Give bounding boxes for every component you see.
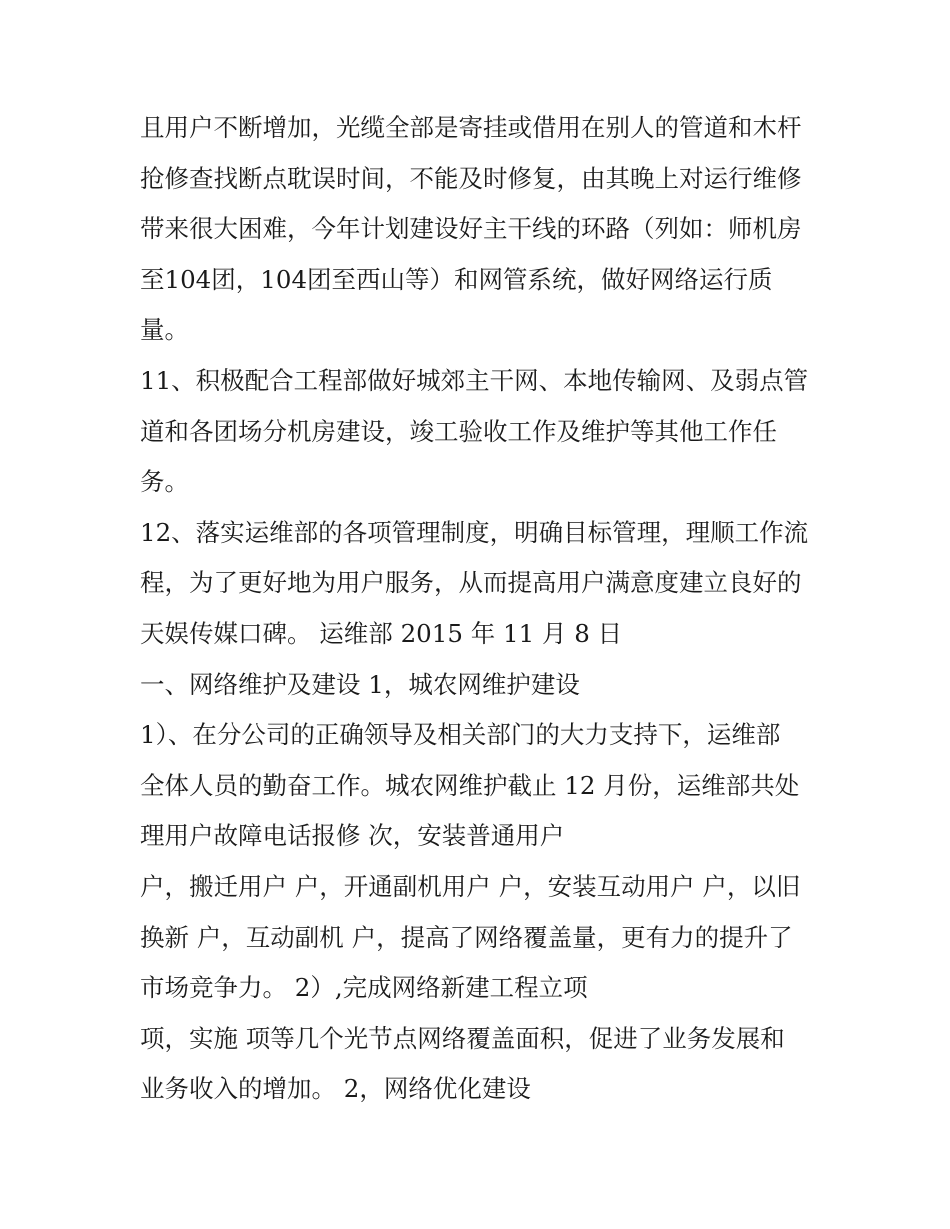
text-line: 带来很大困难，今年计划建设好主干线的环路（列如：师机房	[140, 214, 802, 244]
text-line: 户，搬迁用户 户，开通副机用户 户，安装互动用户 户，以旧	[140, 871, 801, 901]
text-line: 理用户故障电话报修 次，安装普通用户	[140, 821, 565, 851]
text-line: 市场竞争力。 2）,完成网络新建工程立项	[140, 973, 588, 1003]
text-line: 1）、在分公司的正确领导及相关部门的大力支持下，运维部	[140, 720, 781, 750]
text-line: 程，为了更好地为用户服务，从而提高用户满意度建立良好的	[140, 568, 802, 598]
text-line: 道和各团场分机房建设，竣工验收工作及维护等其他工作任	[140, 416, 777, 446]
text-line: 量。	[140, 315, 189, 345]
text-line: 11、积极配合工程部做好城郊主干网、本地传输网、及弱点管	[140, 365, 809, 395]
text-line: 全体人员的勤奋工作。城农网维护截止 12 月份，运维部共处	[140, 770, 800, 800]
text-line: 项，实施 项等几个光节点网络覆盖面积，促进了业务发展和	[140, 1023, 785, 1053]
text-line: 务。	[140, 467, 189, 497]
text-line: 换新 户，互动副机 户，提高了网络覆盖量，更有力的提升了	[140, 922, 793, 952]
text-line: 抢修查找断点耽误时间，不能及时修复，由其晚上对运行维修	[140, 163, 802, 193]
text-line: 业务收入的增加。 2，网络优化建设	[140, 1074, 531, 1104]
text-line: 至104团，104团至西山等）和网管系统，做好网络运行质	[140, 264, 773, 294]
text-line: 一、网络维护及建设 1，城农网维护建设	[140, 669, 580, 699]
body-text	[140, 103, 820, 1115]
text-line: 天娱传媒口碑。 运维部 2015 年 11 月 8 日	[140, 618, 623, 648]
text-line: 且用户不断增加，光缆全部是寄挂或借用在别人的管道和木杆	[140, 113, 802, 142]
text-line: 12、落实运维部的各项管理制度，明确目标管理，理顺工作流	[140, 517, 809, 547]
